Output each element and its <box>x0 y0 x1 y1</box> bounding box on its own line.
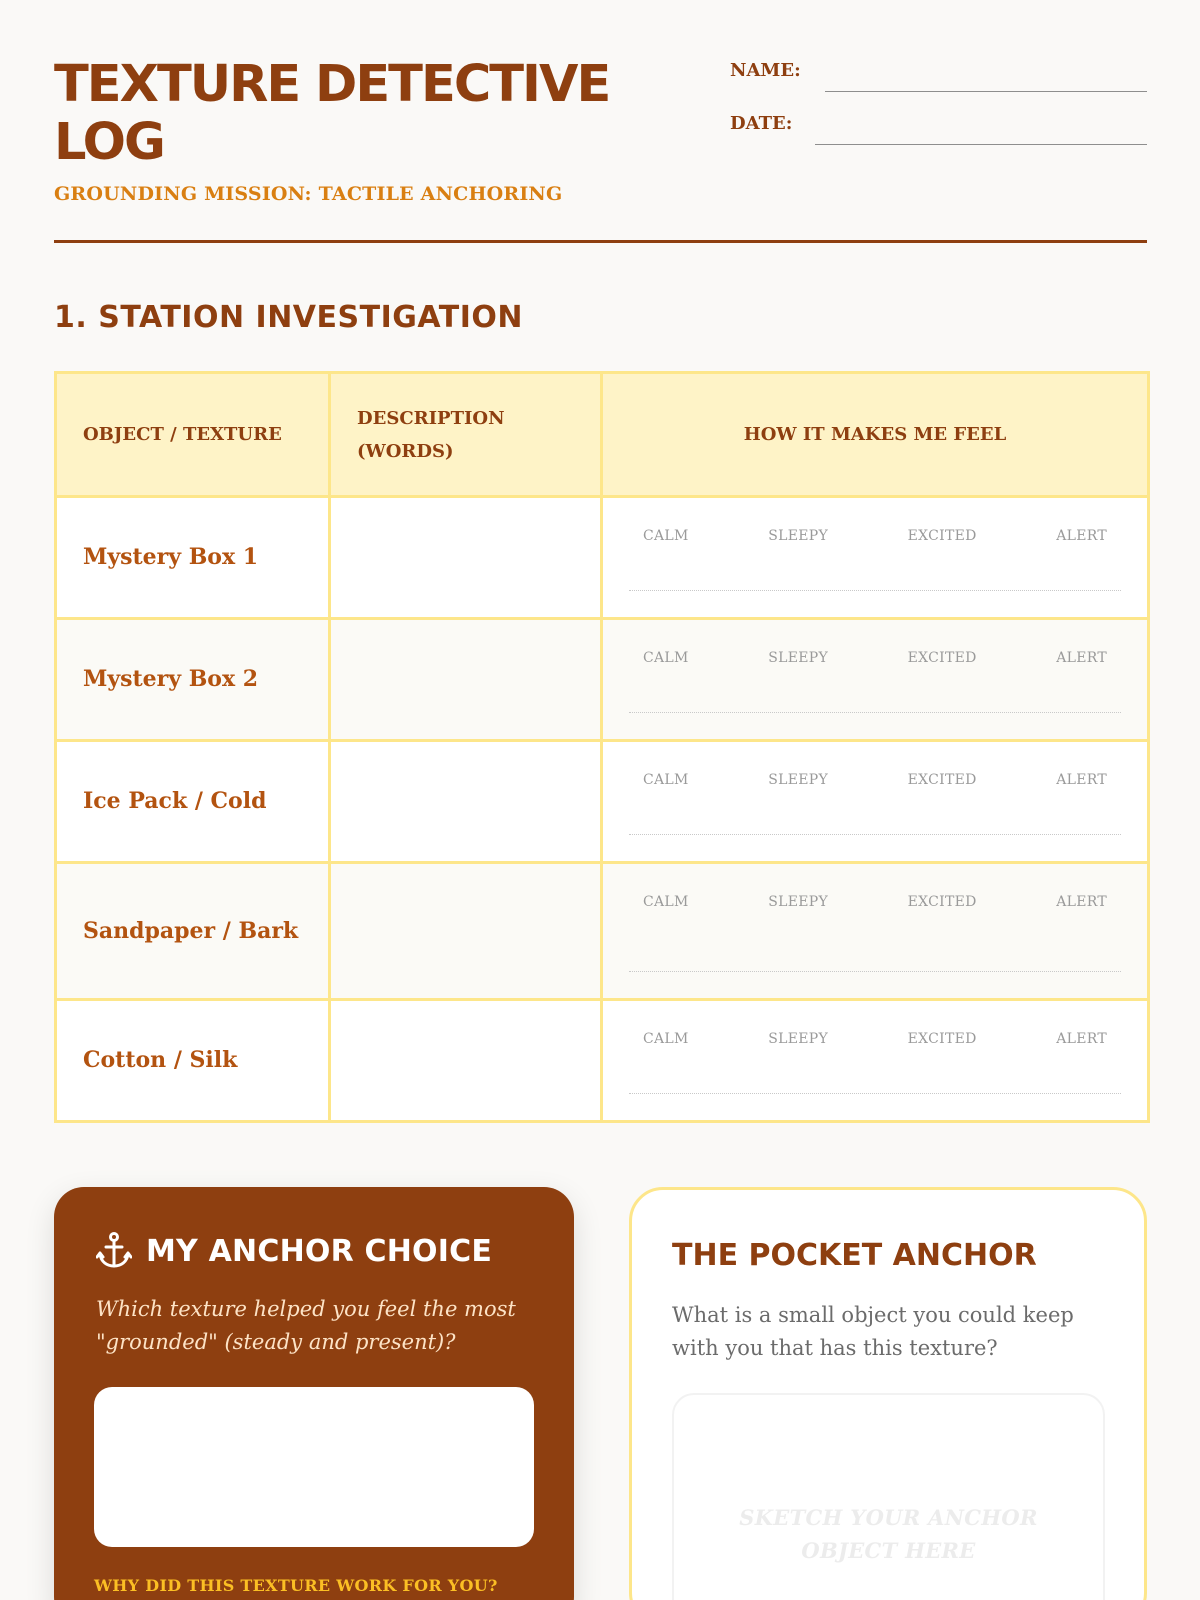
name-field-row <box>730 58 1147 111</box>
object-cell: Cotton / Silk <box>56 1000 330 1122</box>
station-table <box>54 371 1150 1123</box>
feel-option-calm[interactable]: CALM <box>643 772 689 788</box>
feel-options <box>629 1001 1121 1047</box>
date-label: DATE: <box>730 113 793 134</box>
section-title-station: 1. STATION INVESTIGATION <box>54 300 523 335</box>
feel-option-alert[interactable]: ALERT <box>1056 528 1107 544</box>
page-subtitle: GROUNDING MISSION: TACTILE ANCHORING <box>54 183 563 205</box>
feel-option-alert[interactable]: ALERT <box>1056 894 1107 910</box>
object-cell: Mystery Box 2 <box>56 619 330 741</box>
anchor-icon <box>96 1231 132 1271</box>
description-cell[interactable] <box>330 741 602 863</box>
feel-option-sleepy[interactable]: SLEEPY <box>768 772 829 788</box>
feel-cell[interactable] <box>602 619 1149 741</box>
table-row <box>56 1000 1149 1122</box>
feel-answer-line <box>629 590 1121 591</box>
description-cell[interactable] <box>330 1000 602 1122</box>
date-field-row <box>730 111 1147 164</box>
object-cell: Ice Pack / Cold <box>56 741 330 863</box>
feel-options <box>629 864 1121 910</box>
feel-option-alert[interactable]: ALERT <box>1056 1031 1107 1047</box>
anchor-why-label: WHY DID THIS TEXTURE WORK FOR YOU? <box>94 1576 498 1595</box>
anchor-card-header <box>96 1231 492 1271</box>
feel-option-sleepy[interactable]: SLEEPY <box>768 650 829 666</box>
feel-answer-line <box>629 1093 1121 1094</box>
description-cell[interactable] <box>330 863 602 1000</box>
pocket-card-title: THE POCKET ANCHOR <box>672 1238 1037 1273</box>
anchor-question: Which texture helped you feel the most "grounded" (steady and present)? <box>96 1297 516 1354</box>
anchor-answer-box[interactable] <box>94 1387 534 1547</box>
feel-option-sleepy[interactable]: SLEEPY <box>768 528 829 544</box>
page-title: TEXTURE DETECTIVE LOG <box>54 55 610 172</box>
column-header-description: DESCRIPTION (WORDS) <box>330 373 602 497</box>
feel-cell[interactable] <box>602 497 1149 619</box>
feel-cell[interactable] <box>602 741 1149 863</box>
feel-options <box>629 620 1121 666</box>
feel-option-alert[interactable]: ALERT <box>1056 650 1107 666</box>
feel-option-excited[interactable]: EXCITED <box>907 894 977 910</box>
name-label: NAME: <box>730 60 801 81</box>
feel-option-excited[interactable]: EXCITED <box>907 650 977 666</box>
column-header-object: OBJECT / TEXTURE <box>56 373 330 497</box>
feel-option-excited[interactable]: EXCITED <box>907 1031 977 1047</box>
feel-option-calm[interactable]: CALM <box>643 894 689 910</box>
sketch-area[interactable] <box>672 1393 1105 1600</box>
table-header-row <box>56 373 1149 497</box>
student-info-fields <box>730 58 1147 164</box>
feel-option-calm[interactable]: CALM <box>643 650 689 666</box>
anchor-card-title: MY ANCHOR CHOICE <box>146 1233 493 1269</box>
column-header-feel: HOW IT MAKES ME FEEL <box>602 373 1149 497</box>
sketch-placeholder: SKETCH YOUR ANCHOR OBJECT HERE <box>739 1505 1038 1563</box>
pocket-anchor-card <box>629 1187 1147 1600</box>
pocket-question: What is a small object you could keep with you that has this texture? <box>672 1303 1074 1360</box>
feel-option-sleepy[interactable]: SLEEPY <box>768 1031 829 1047</box>
feel-option-excited[interactable]: EXCITED <box>907 528 977 544</box>
table-row <box>56 497 1149 619</box>
feel-cell[interactable] <box>602 863 1149 1000</box>
header-divider <box>54 240 1147 243</box>
feel-options <box>629 742 1121 788</box>
feel-option-calm[interactable]: CALM <box>643 528 689 544</box>
object-cell: Sandpaper / Bark <box>56 863 330 1000</box>
description-cell[interactable] <box>330 619 602 741</box>
worksheet <box>54 0 1147 1600</box>
table-row <box>56 741 1149 863</box>
feel-option-excited[interactable]: EXCITED <box>907 772 977 788</box>
description-cell[interactable] <box>330 497 602 619</box>
feel-options <box>629 498 1121 544</box>
feel-answer-line <box>629 834 1121 835</box>
feel-option-sleepy[interactable]: SLEEPY <box>768 894 829 910</box>
anchor-choice-card <box>54 1187 574 1600</box>
feel-cell[interactable] <box>602 1000 1149 1122</box>
feel-option-calm[interactable]: CALM <box>643 1031 689 1047</box>
object-cell: Mystery Box 1 <box>56 497 330 619</box>
table-row <box>56 863 1149 1000</box>
feel-answer-line <box>629 971 1121 972</box>
feel-option-alert[interactable]: ALERT <box>1056 772 1107 788</box>
table-row <box>56 619 1149 741</box>
feel-answer-line <box>629 712 1121 713</box>
name-field[interactable] <box>825 91 1147 92</box>
date-field[interactable] <box>815 144 1147 145</box>
